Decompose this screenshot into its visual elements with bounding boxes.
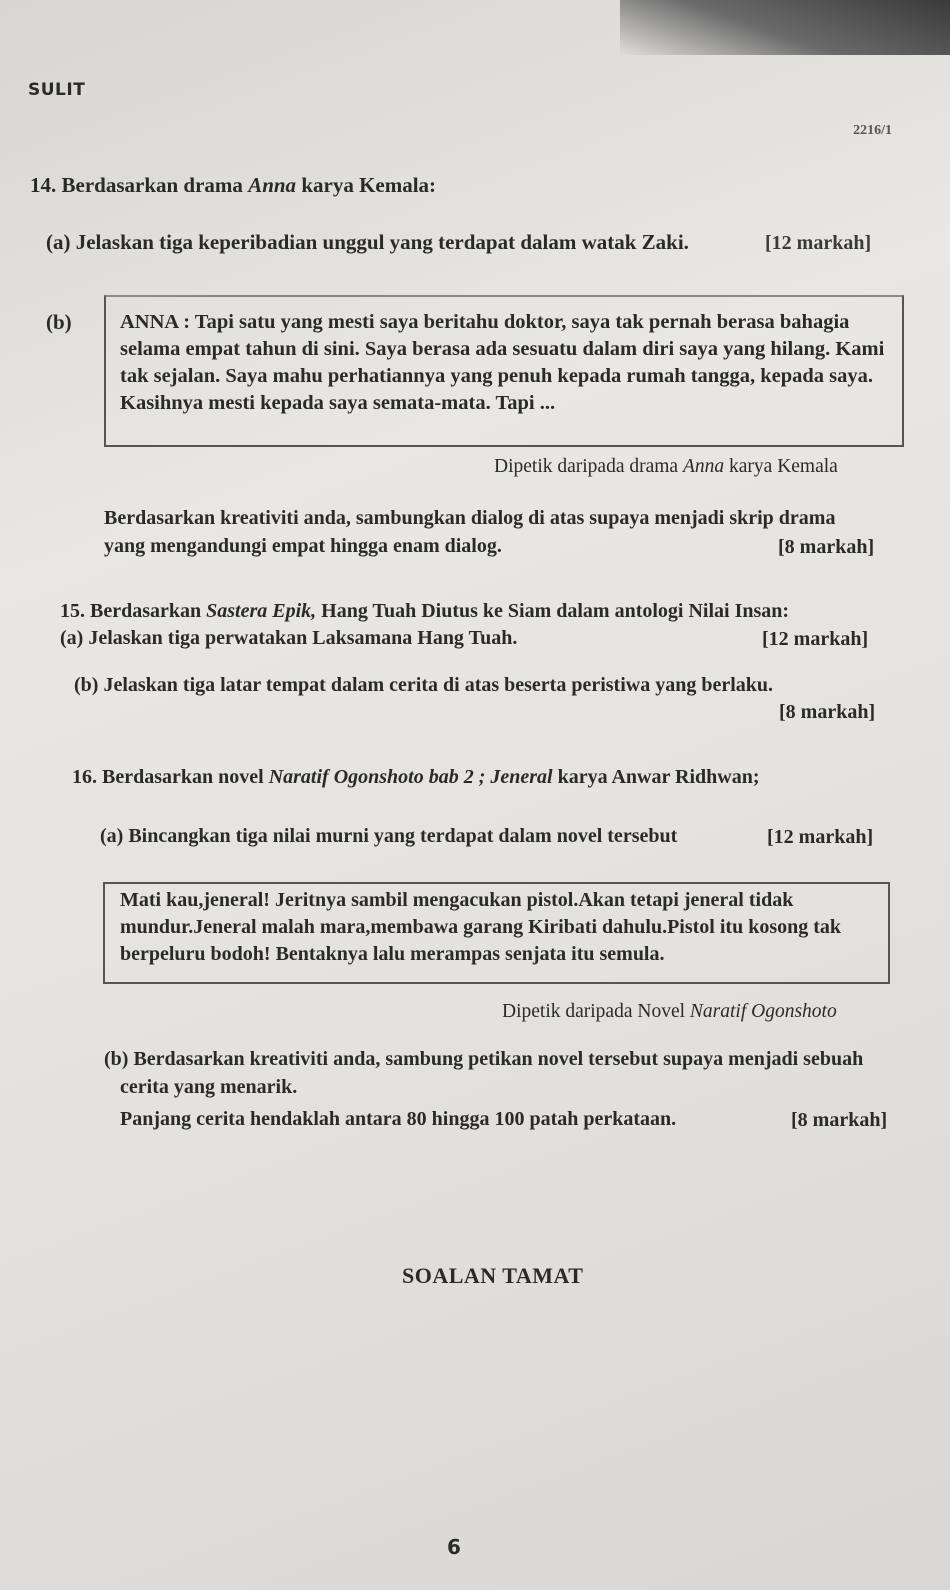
q16b-text-3: Panjang cerita hendaklah antara 80 hingga 100 patah perkataan. [120,1108,677,1130]
q14b-label: (b) [46,310,72,334]
q14b-text-2: yang mengandungi empat hingga enam dialog. [104,535,502,557]
q14b-marks: [8 markah] [778,536,875,558]
q16-title: 16. Berdasarkan novel Naratif Ogonshoto bab 2 ; Jeneral karya Anwar Ridhwan; [72,766,760,788]
q15b-text: (b) Jelaskan tiga latar tempat dalam cerita di atas beserta peristiwa yang berlaku. [74,674,774,696]
q15b-marks: [8 markah] [779,701,876,723]
excerpt-line: berpeluru bodoh! Bentaknya lalu merampas senjata itu semula. [120,943,665,965]
q16b-marks: [8 markah] [791,1109,888,1131]
excerpt-line: ANNA : Tapi satu yang mesti saya beritahu doktor, saya tak pernah berasa bahagia [120,311,850,333]
q16b-text-1: (b) Berdasarkan kreativiti anda, sambung petikan novel tersebut supaya menjadi sebuah [104,1048,864,1070]
end-of-questions: SOALAN TAMAT [402,1263,584,1288]
q16b-text-2: cerita yang menarik. [120,1076,298,1098]
paper-code: 2216/1 [853,123,892,138]
q15a-marks: [12 markah] [762,628,869,650]
q16-excerpt-source: Dipetik daripada Novel Naratif Ogonshoto [502,1001,837,1022]
q14-title: 14. Berdasarkan drama Anna karya Kemala: [30,173,437,197]
sulit-label: SULIT [28,80,86,100]
q15-title: 15. Berdasarkan Sastera Epik, Hang Tuah Diutus ke Siam dalam antologi Nilai Insan: [60,600,790,622]
q16a-marks: [12 markah] [767,826,874,848]
photo-shadow [620,0,950,55]
q14a-marks: [12 markah] [765,232,872,254]
q14a-text: (a) Jelaskan tiga keperibadian unggul yang terdapat dalam watak Zaki. [46,230,689,254]
excerpt-line: tak sejalan. Saya mahu perhatiannya yang penuh kepada rumah tangga, kepada saya. [120,365,873,387]
q14-excerpt-source: Dipetik daripada drama Anna karya Kemala [494,456,838,477]
excerpt-line: Mati kau,jeneral! Jeritnya sambil mengacukan pistol.Akan tetapi jeneral tidak [120,889,794,911]
excerpt-line: selama empat tahun di sini. Saya berasa ada sesuatu dalam diri saya yang hilang. Kami [120,338,885,360]
q16a-text: (a) Bincangkan tiga nilai murni yang terdapat dalam novel tersebut [100,825,678,847]
q14b-text-1: Berdasarkan kreativiti anda, sambungkan dialog di atas supaya menjadi skrip drama [104,507,836,529]
excerpt-line: mundur.Jeneral malah mara,membawa garang Kiribati dahulu.Pistol itu kosong tak [120,916,842,938]
q14-excerpt-box [104,295,904,447]
q15a-text: (a) Jelaskan tiga perwatakan Laksamana Hang Tuah. [60,627,518,649]
page-number: 6 [447,1535,461,1559]
q16-excerpt-box [103,882,890,984]
excerpt-line: Kasihnya mesti kepada saya semata-mata. Tapi ... [120,392,556,414]
